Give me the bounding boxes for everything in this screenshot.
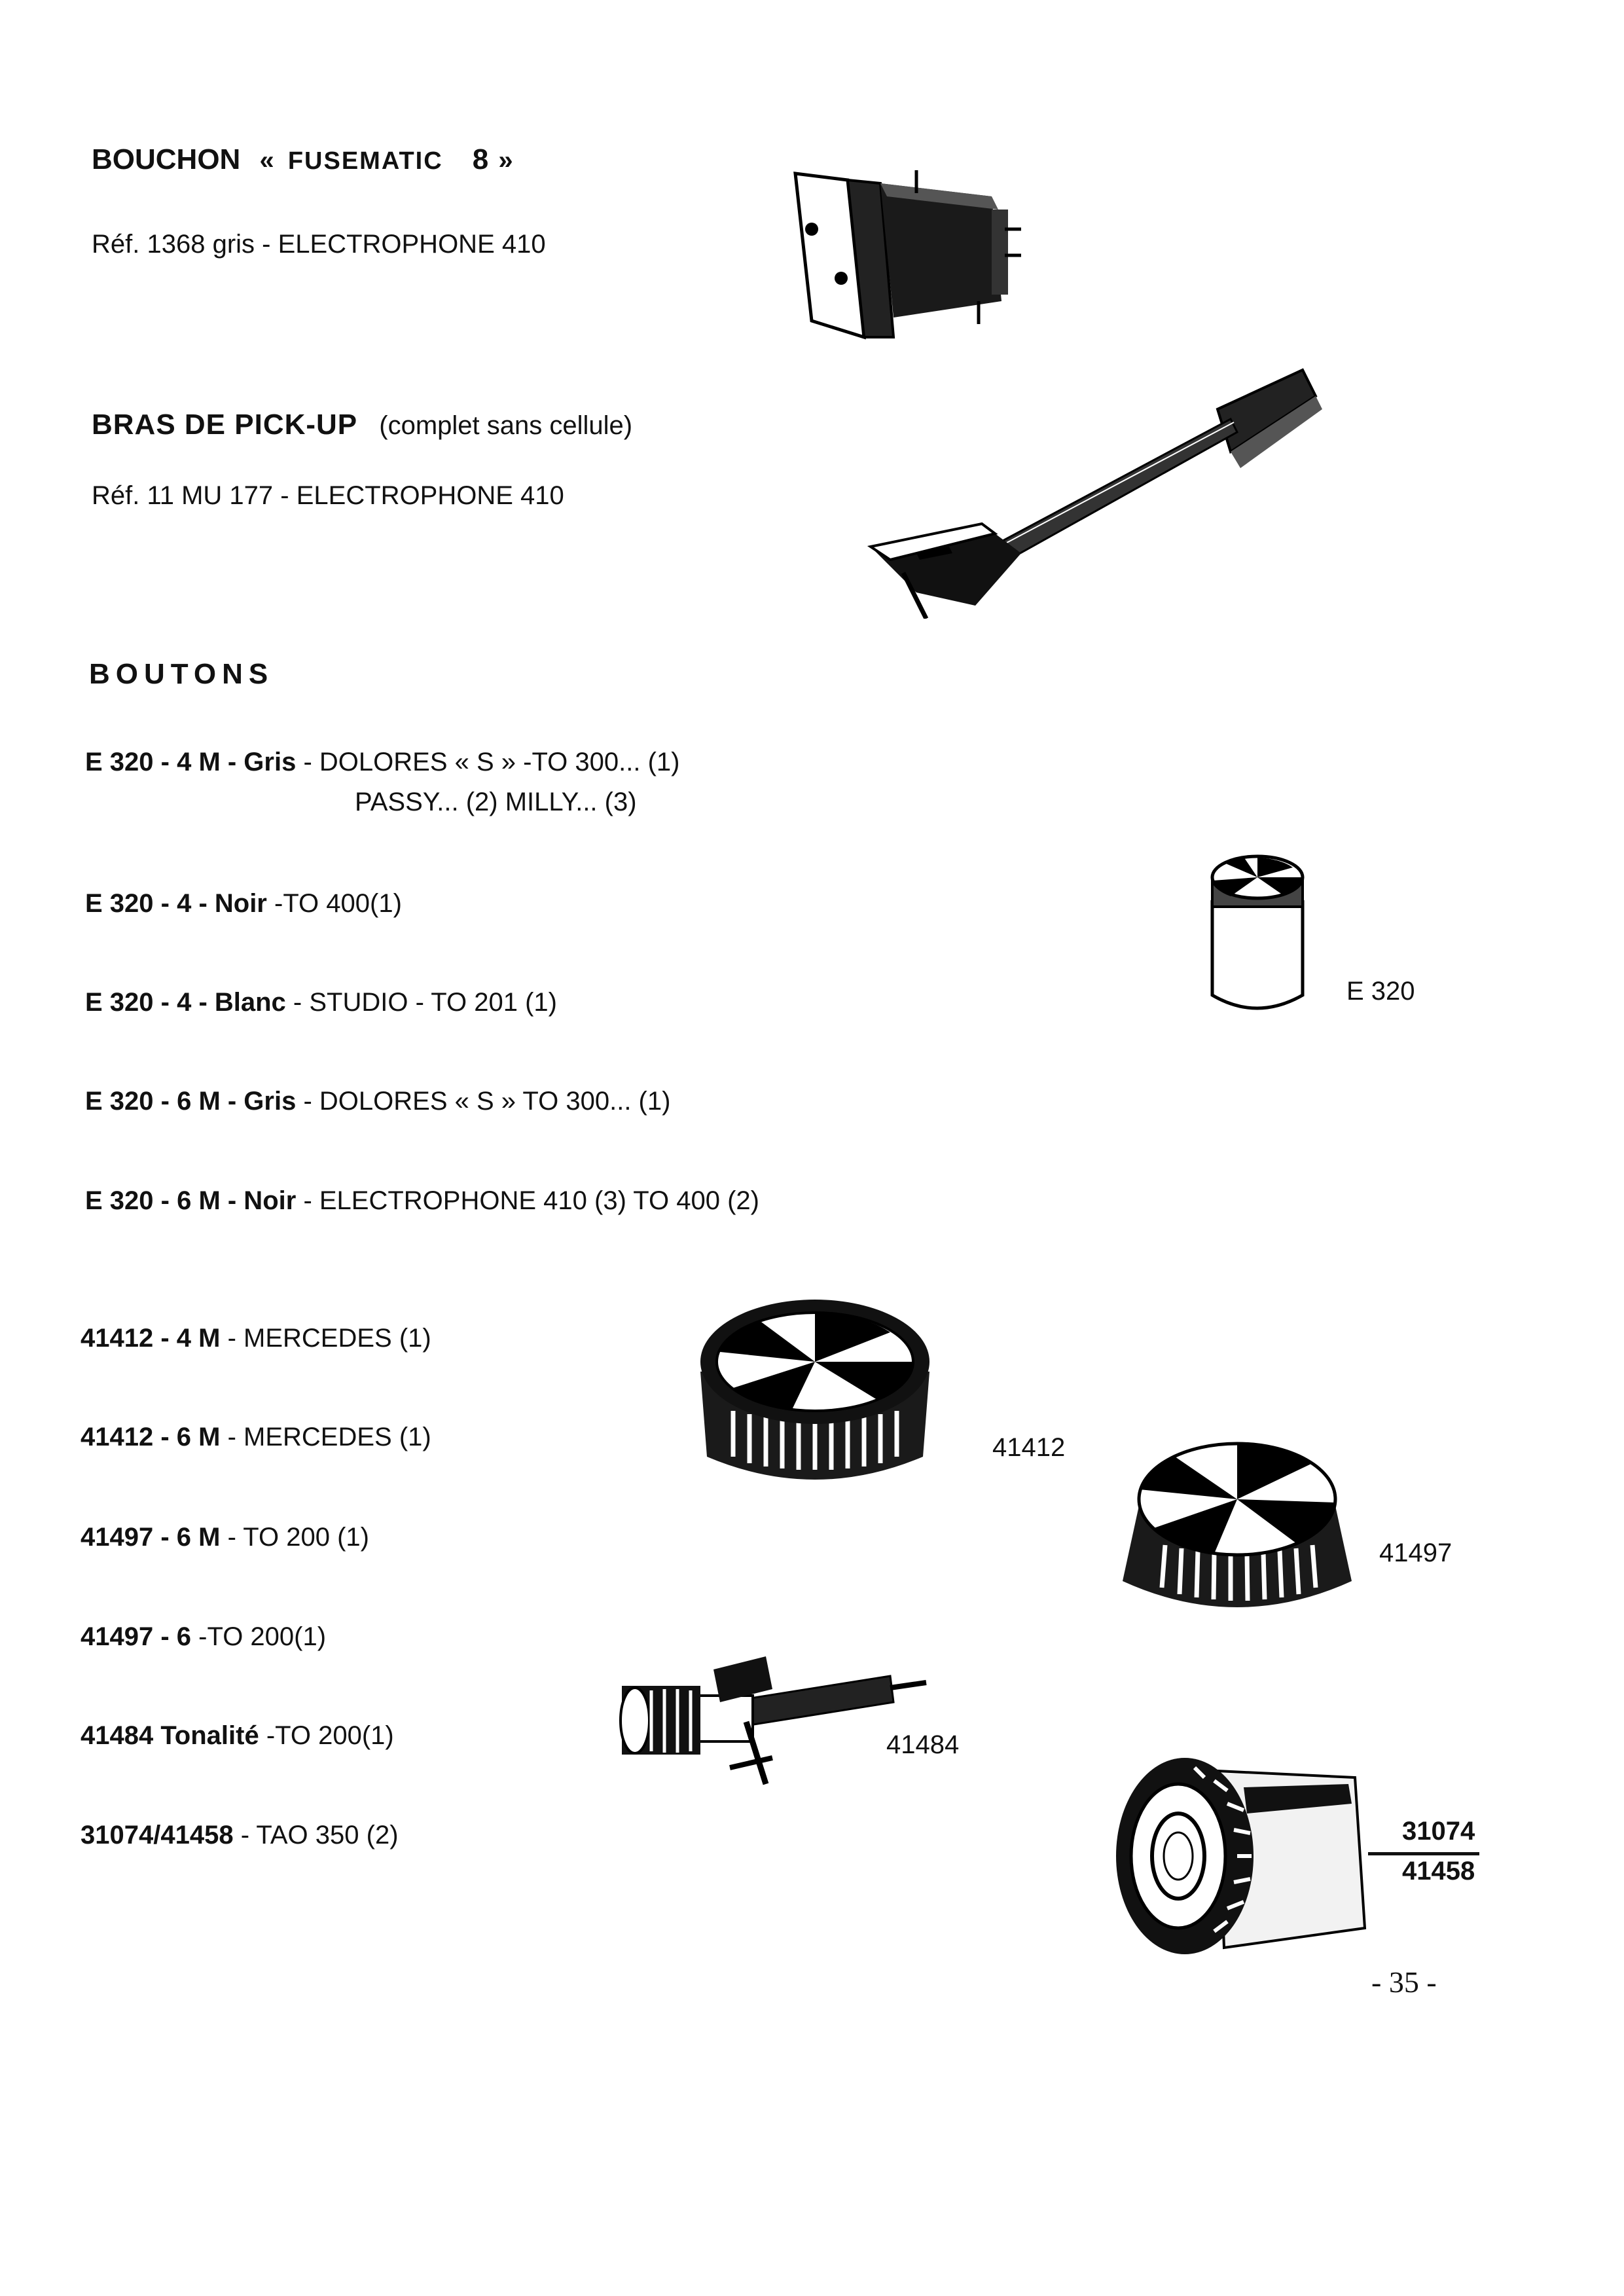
bouchon-title: BOUCHON [92,143,241,175]
row-code: 31074/41458 [81,1821,234,1850]
button-row-6 [81,1325,431,1351]
bouchon-heading [92,145,513,174]
row-text: -TO 400(1) [274,889,402,918]
page-number: - 35 - [1371,1965,1437,1999]
row-text: - MERCEDES (1) [227,1423,431,1451]
fraction-bar [1368,1852,1479,1855]
row-code: E 320 - 6 M - Noir [85,1186,297,1215]
label-41412: 41412 [992,1433,1066,1462]
label-41497: 41497 [1379,1539,1453,1567]
bras-title: BRAS DE PICK-UP [92,409,358,441]
row-text: - MERCEDES (1) [227,1324,431,1353]
quote-open: « [259,146,274,175]
label-e320: E 320 [1346,977,1415,1006]
row-code: 41412 - 6 M [81,1423,221,1451]
bouchon-name: FUSEMATIC [287,147,443,175]
bouchon-ref: Réf. 1368 gris - ELECTROPHONE 410 [92,230,546,259]
bras-subtitle: (complet sans cellule) [379,411,633,440]
row-code: 41484 Tonalité [81,1721,259,1750]
knob-41497-illustration [1116,1437,1358,1617]
knob-41412-illustration [694,1293,936,1493]
row-code: 41497 - 6 M [81,1523,221,1552]
row-text: - DOLORES « S » TO 300... (1) [303,1087,671,1116]
label-41458: 41458 [1402,1857,1475,1886]
button-row-10 [81,1722,394,1749]
button-row-8 [81,1524,369,1550]
row-text: -TO 200(1) [266,1721,394,1750]
boutons-title: BOUTONS [89,658,274,690]
button-row-1-cont [355,789,637,815]
button-row-11 [81,1822,399,1848]
row-text: - STUDIO - TO 201 (1) [293,988,557,1017]
fuse-plug-illustration [782,157,1028,340]
button-row-1 [85,749,679,775]
knob-41484-illustration [615,1650,929,1794]
pickup-arm-illustration [864,357,1322,619]
button-row-5 [85,1188,759,1214]
bras-ref: Réf. 11 MU 177 - ELECTROPHONE 410 [92,481,564,510]
row-text: PASSY... (2) MILLY... (3) [355,788,637,816]
row-code: E 320 - 4 M - Gris [85,748,297,776]
button-row-4 [85,1088,670,1114]
row-text: -TO 200(1) [198,1622,327,1651]
row-code: 41497 - 6 [81,1622,192,1651]
button-row-9 [81,1624,326,1650]
row-text: - TAO 350 (2) [240,1821,399,1850]
label-31074: 31074 [1402,1817,1475,1846]
knob-31074-illustration [1113,1751,1375,1961]
row-text: - TO 200 (1) [227,1523,369,1552]
quote-close: » [498,146,513,175]
knob-e320-illustration [1204,841,1309,1025]
row-text: - ELECTROPHONE 410 (3) TO 400 (2) [303,1186,759,1215]
button-row-7 [81,1424,431,1450]
row-code: E 320 - 4 - Blanc [85,988,286,1017]
label-41484: 41484 [886,1730,960,1759]
button-row-3 [85,989,557,1015]
bras-heading [92,410,632,439]
button-row-2 [85,890,402,917]
row-code: E 320 - 4 - Noir [85,889,267,918]
row-code: E 320 - 6 M - Gris [85,1087,297,1116]
bouchon-number: 8 [472,143,489,175]
row-code: 41412 - 4 M [81,1324,221,1353]
row-text: - DOLORES « S » -TO 300... (1) [303,748,680,776]
